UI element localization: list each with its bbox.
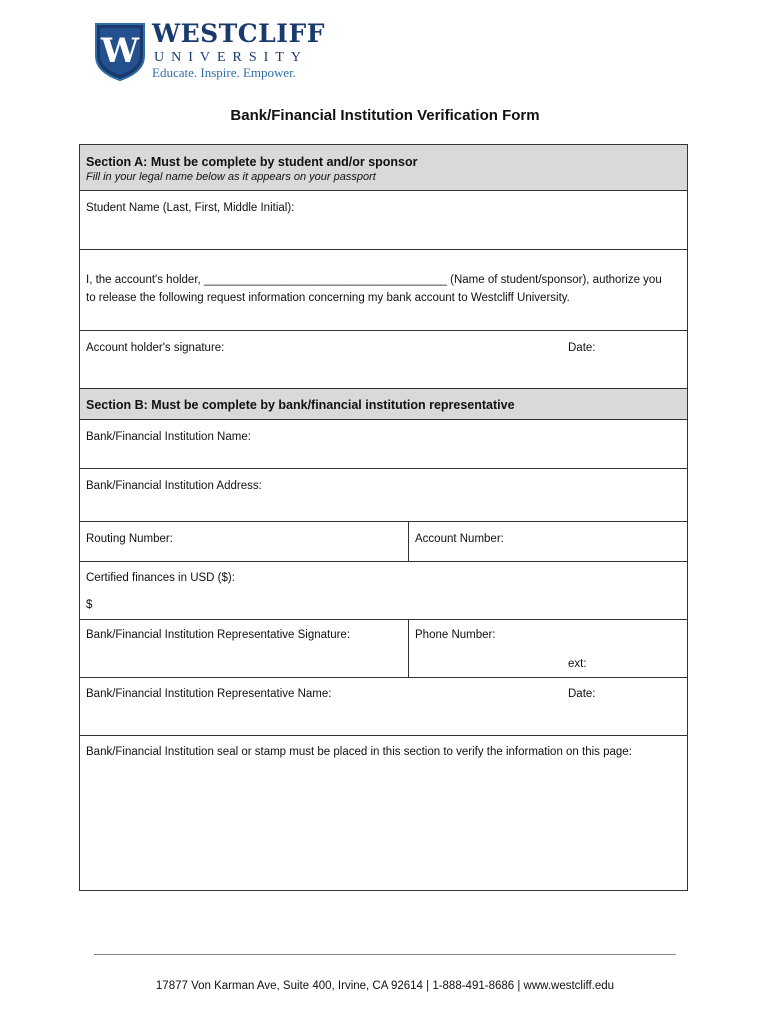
section-b-date-label: Date: bbox=[568, 688, 596, 700]
verification-form bbox=[79, 144, 688, 891]
seal-stamp-area[interactable] bbox=[80, 736, 687, 889]
routing-number-field[interactable] bbox=[80, 522, 408, 561]
student-name-field[interactable] bbox=[80, 191, 687, 250]
institution-address-label: Bank/Financial Institution Address: bbox=[86, 480, 262, 492]
section-b-heading: Section B: Must be complete by bank/financial institution representative bbox=[86, 398, 515, 412]
university-logo bbox=[94, 20, 334, 82]
shield-logo-icon bbox=[94, 22, 146, 82]
dollar-sign: $ bbox=[86, 599, 93, 611]
phone-number-label: Phone Number: bbox=[415, 629, 496, 641]
account-number-field[interactable] bbox=[408, 522, 687, 561]
rep-signature-field[interactable] bbox=[80, 620, 408, 677]
institution-name-field[interactable] bbox=[80, 420, 687, 469]
logo-letter: W bbox=[100, 31, 140, 71]
routing-number-label: Routing Number: bbox=[86, 533, 173, 545]
account-holder-signature-label: Account holder's signature: bbox=[86, 342, 225, 354]
account-number-label: Account Number: bbox=[415, 533, 504, 545]
footer-contact: 17877 Von Karman Ave, Suite 400, Irvine, CA 92614 | 1-888-491-8686 | www.westcliff.edu bbox=[155, 980, 615, 992]
rep-signature-phone-row bbox=[80, 620, 687, 678]
account-holder-signature-field[interactable] bbox=[80, 331, 687, 389]
section-b-header bbox=[80, 389, 687, 420]
section-a-date-label: Date: bbox=[568, 342, 596, 354]
rep-name-field[interactable] bbox=[80, 678, 687, 736]
section-a-subheading: Fill in your legal name below as it appears on your passport bbox=[86, 171, 376, 183]
authorization-field[interactable] bbox=[80, 250, 687, 331]
phone-number-field[interactable] bbox=[408, 620, 687, 677]
footer-divider bbox=[94, 954, 676, 955]
logo-subtitle: UNIVERSITY bbox=[154, 50, 308, 65]
form-title: Bank/Financial Institution Verification Form bbox=[230, 107, 540, 124]
rep-name-label: Bank/Financial Institution Representative Name: bbox=[86, 688, 332, 700]
phone-ext-label: ext: bbox=[568, 658, 587, 670]
section-a-header bbox=[80, 145, 687, 191]
routing-account-row bbox=[80, 522, 687, 562]
certified-finances-field[interactable] bbox=[80, 562, 687, 620]
section-a-heading: Section A: Must be complete by student and/or sponsor bbox=[86, 155, 418, 169]
institution-address-field[interactable] bbox=[80, 469, 687, 522]
seal-stamp-label: Bank/Financial Institution seal or stamp must be placed in this section to verify the information on this page: bbox=[86, 746, 632, 758]
institution-name-label: Bank/Financial Institution Name: bbox=[86, 431, 251, 443]
student-name-label: Student Name (Last, First, Middle Initial): bbox=[86, 202, 295, 214]
logo-name: WESTCLIFF bbox=[152, 19, 325, 48]
logo-tagline: Educate. Inspire. Empower. bbox=[152, 65, 297, 80]
certified-finances-label: Certified finances in USD ($): bbox=[86, 572, 235, 584]
rep-signature-label: Bank/Financial Institution Representative Signature: bbox=[86, 629, 351, 641]
authorization-text: I, the account's holder, ______________________________________ (Name of student/sponsor), authorize you to release the following request information concerning my bank account to Westcliff University. bbox=[86, 274, 662, 304]
